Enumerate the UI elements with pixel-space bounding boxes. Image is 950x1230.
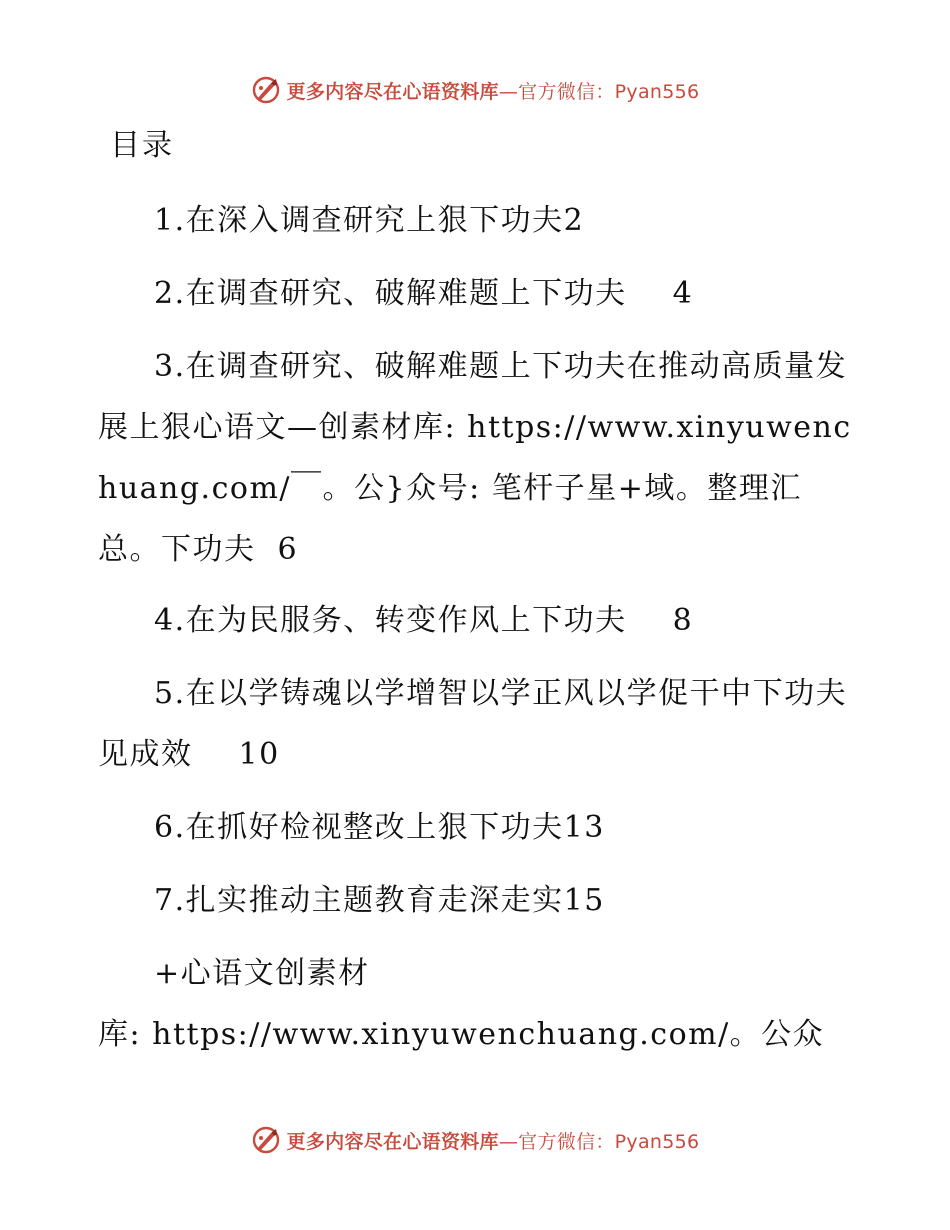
banner-wechat-text: 官方微信：Pyan556: [518, 80, 700, 103]
banner-text: [287, 1127, 700, 1154]
toc-entry-text: 5.在以学铸魂以学增智以学正风以学促干中下功夫见成效: [98, 676, 848, 772]
toc-entry-6: [98, 797, 858, 858]
toc-list: [98, 190, 858, 1077]
banner-separator: —: [498, 80, 519, 103]
quill-logo-icon: [251, 75, 281, 105]
toc-trailing-line-2: 库: https://www.xinyuwenchuang.com/。公众: [98, 1017, 825, 1052]
toc-entry-7: [98, 870, 858, 931]
toc-entry-page: 4: [672, 276, 694, 311]
toc-entry-page: 8: [672, 603, 694, 638]
banner-text: [287, 77, 700, 104]
toc-entry-1: [98, 190, 858, 251]
toc-entry-5: [98, 663, 858, 785]
toc-entry-text: 1.在深入调查研究上狠下功夫: [154, 203, 564, 238]
toc-entry-3: [98, 336, 858, 580]
toc-entry-text: 3.在调查研究、破解难题上下功夫在推动高质量发展上狠心语文—创素材库: https://www.xinyuwenchuang.com/￣。公}众号: 笔杆子星+域。整理汇总。下功夫: [98, 349, 852, 567]
toc-entry-2: [98, 263, 858, 324]
toc-entry-page: 6: [277, 532, 299, 567]
toc-entry-page: 13: [563, 810, 605, 845]
toc-entry-page: 15: [563, 883, 605, 918]
toc-title: 目录: [110, 128, 174, 163]
footer-banner: [0, 1120, 950, 1160]
toc-entry-4: [98, 590, 858, 651]
toc-entry-page: 2: [563, 203, 585, 238]
toc-trailing-line-1: +心语文创素材: [154, 956, 370, 991]
toc-entry-text: 6.在抓好检视整改上狠下功夫: [154, 810, 564, 845]
header-banner: [0, 70, 950, 110]
quill-logo-icon: [251, 1125, 281, 1155]
banner-separator: —: [498, 1130, 519, 1153]
banner-wechat-text: 官方微信：Pyan556: [518, 1130, 700, 1153]
toc-entry-text: 2.在调查研究、破解难题上下功夫: [154, 276, 627, 311]
toc-entry-text: 7.扎实推动主题教育走深走实: [154, 883, 564, 918]
toc-entry-text: 4.在为民服务、转变作风上下功夫: [154, 603, 627, 638]
toc-entry-page: 10: [238, 737, 280, 772]
banner-main-text: 更多内容尽在心语资料库: [286, 80, 499, 103]
banner-main-text: 更多内容尽在心语资料库: [286, 1130, 499, 1153]
